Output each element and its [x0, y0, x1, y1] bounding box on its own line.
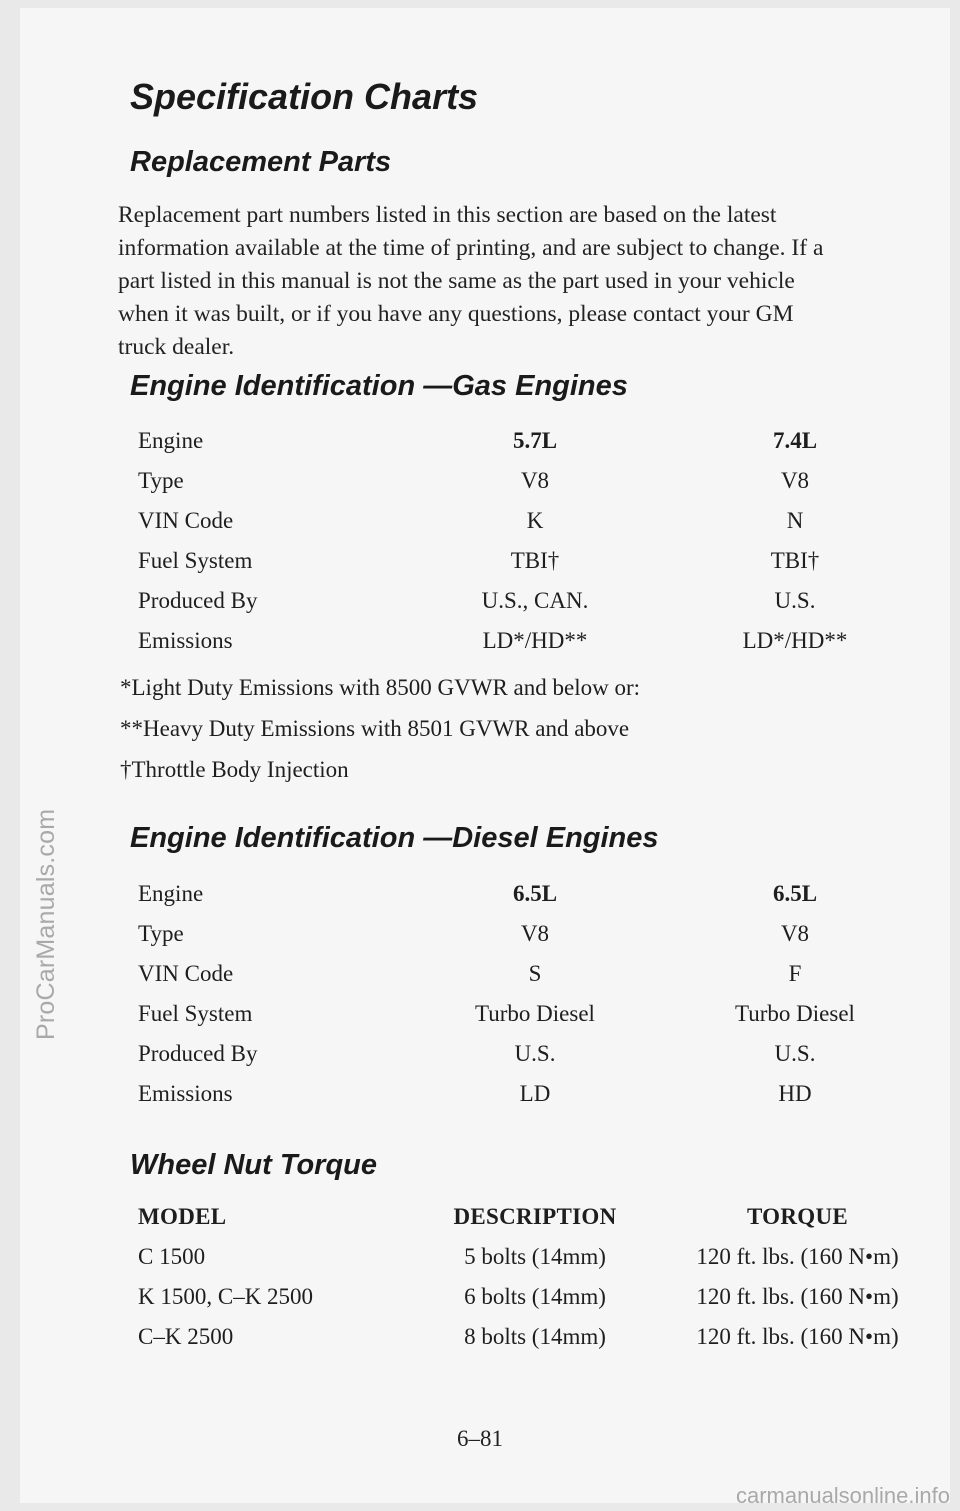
table-row — [0, 628, 960, 668]
description-cell: 8 bolts (14mm) — [464, 1324, 606, 1349]
row-label: VIN Code — [138, 961, 234, 986]
footnote: *Light Duty Emissions with 8500 GVWR and below or: — [120, 675, 641, 700]
row-label: Emissions — [138, 628, 233, 653]
table-cell: V8 — [780, 468, 810, 493]
row-label: Engine — [138, 428, 204, 453]
column-header-description: DESCRIPTION — [453, 1204, 617, 1229]
diesel-engines-table — [0, 881, 960, 1121]
replacement-parts-paragraph — [118, 199, 918, 364]
column-header-torque: TORQUE — [746, 1204, 849, 1229]
table-cell: LD*/HD** — [742, 628, 848, 653]
engine-7-4l-value: 7.4L — [772, 428, 818, 453]
table-row — [0, 921, 960, 961]
table-cell: U.S. — [514, 1041, 556, 1066]
page-title: Specification Charts — [130, 76, 479, 117]
table-cell: U.S. — [774, 1041, 816, 1066]
description-cell: 5 bolts (14mm) — [464, 1244, 606, 1269]
table-row — [0, 881, 960, 921]
footnote: †Throttle Body Injection — [120, 757, 349, 782]
replacement-parts-heading: Replacement Parts — [130, 146, 392, 178]
footnote: **Heavy Duty Emissions with 8501 GVWR and above — [120, 716, 630, 741]
description-cell: 6 bolts (14mm) — [464, 1284, 606, 1309]
table-row — [0, 1284, 960, 1324]
row-label: Fuel System — [138, 548, 253, 573]
bottom-watermark: carmanualsonline.info — [735, 1483, 950, 1508]
table-cell: V8 — [520, 921, 550, 946]
table-row — [0, 1081, 960, 1121]
row-label: Type — [138, 468, 184, 493]
table-header-row — [0, 1204, 960, 1244]
table-row — [0, 468, 960, 508]
row-label: VIN Code — [138, 508, 234, 533]
paragraph-line: information available at the time of printing, and are subject to change. If a — [118, 235, 824, 261]
table-row — [0, 588, 960, 628]
column-header-model: MODEL — [138, 1204, 227, 1229]
model-cell: K 1500, C–K 2500 — [138, 1284, 314, 1309]
table-row — [0, 1041, 960, 1081]
table-row — [0, 1001, 960, 1041]
page-number: 6–81 — [457, 1426, 503, 1451]
paragraph-line: when it was built, or if you have any questions, please contact your GM — [118, 301, 794, 327]
table-cell: V8 — [520, 468, 550, 493]
table-row — [0, 1324, 960, 1364]
row-label: Emissions — [138, 1081, 233, 1106]
table-row — [0, 1244, 960, 1284]
paragraph-line: truck dealer. — [118, 334, 235, 360]
table-cell: U.S., CAN. — [481, 588, 589, 613]
torque-cell: 120 ft. lbs. (160 N•m) — [696, 1324, 899, 1349]
table-cell: TBI† — [770, 548, 820, 573]
table-cell: V8 — [780, 921, 810, 946]
row-label: Produced By — [138, 1041, 258, 1066]
table-cell: S — [528, 961, 542, 986]
gas-engines-heading: Engine Identification —Gas Engines — [130, 370, 628, 402]
paragraph-line: part listed in this manual is not the same as the part used in your vehicle — [118, 268, 795, 294]
engine-6-5l-value: 6.5L — [512, 881, 558, 906]
table-row — [0, 508, 960, 548]
model-cell: C–K 2500 — [138, 1324, 234, 1349]
table-cell: LD — [519, 1081, 551, 1106]
row-label: Produced By — [138, 588, 258, 613]
paragraph-line: Replacement part numbers listed in this section are based on the latest — [118, 202, 777, 228]
table-row — [0, 548, 960, 588]
torque-cell: 120 ft. lbs. (160 N•m) — [696, 1244, 899, 1269]
torque-cell: 120 ft. lbs. (160 N•m) — [696, 1284, 899, 1309]
table-row — [0, 961, 960, 1001]
gas-engines-table — [0, 428, 960, 668]
row-label: Type — [138, 921, 184, 946]
row-label: Fuel System — [138, 1001, 253, 1026]
table-cell: F — [788, 961, 802, 986]
engine-6-5l-value: 6.5L — [772, 881, 818, 906]
row-label: Engine — [138, 881, 204, 906]
wheel-nut-torque-heading: Wheel Nut Torque — [130, 1149, 378, 1181]
gas-engines-footnotes — [120, 675, 640, 798]
wheel-nut-torque-table — [0, 1204, 960, 1364]
engine-5-7l-value: 5.7L — [512, 428, 558, 453]
diesel-engines-heading: Engine Identification —Diesel Engines — [130, 822, 659, 854]
table-cell: Turbo Diesel — [735, 1001, 855, 1026]
table-cell: K — [526, 508, 544, 533]
table-row — [0, 428, 960, 468]
table-cell: HD — [778, 1081, 812, 1106]
side-watermark: ProCarManuals.com — [32, 808, 60, 1040]
model-cell: C 1500 — [138, 1244, 206, 1269]
table-cell: LD*/HD** — [482, 628, 588, 653]
table-cell: TBI† — [510, 548, 560, 573]
table-cell: U.S. — [774, 588, 816, 613]
table-cell: N — [786, 508, 804, 533]
table-cell: Turbo Diesel — [475, 1001, 595, 1026]
